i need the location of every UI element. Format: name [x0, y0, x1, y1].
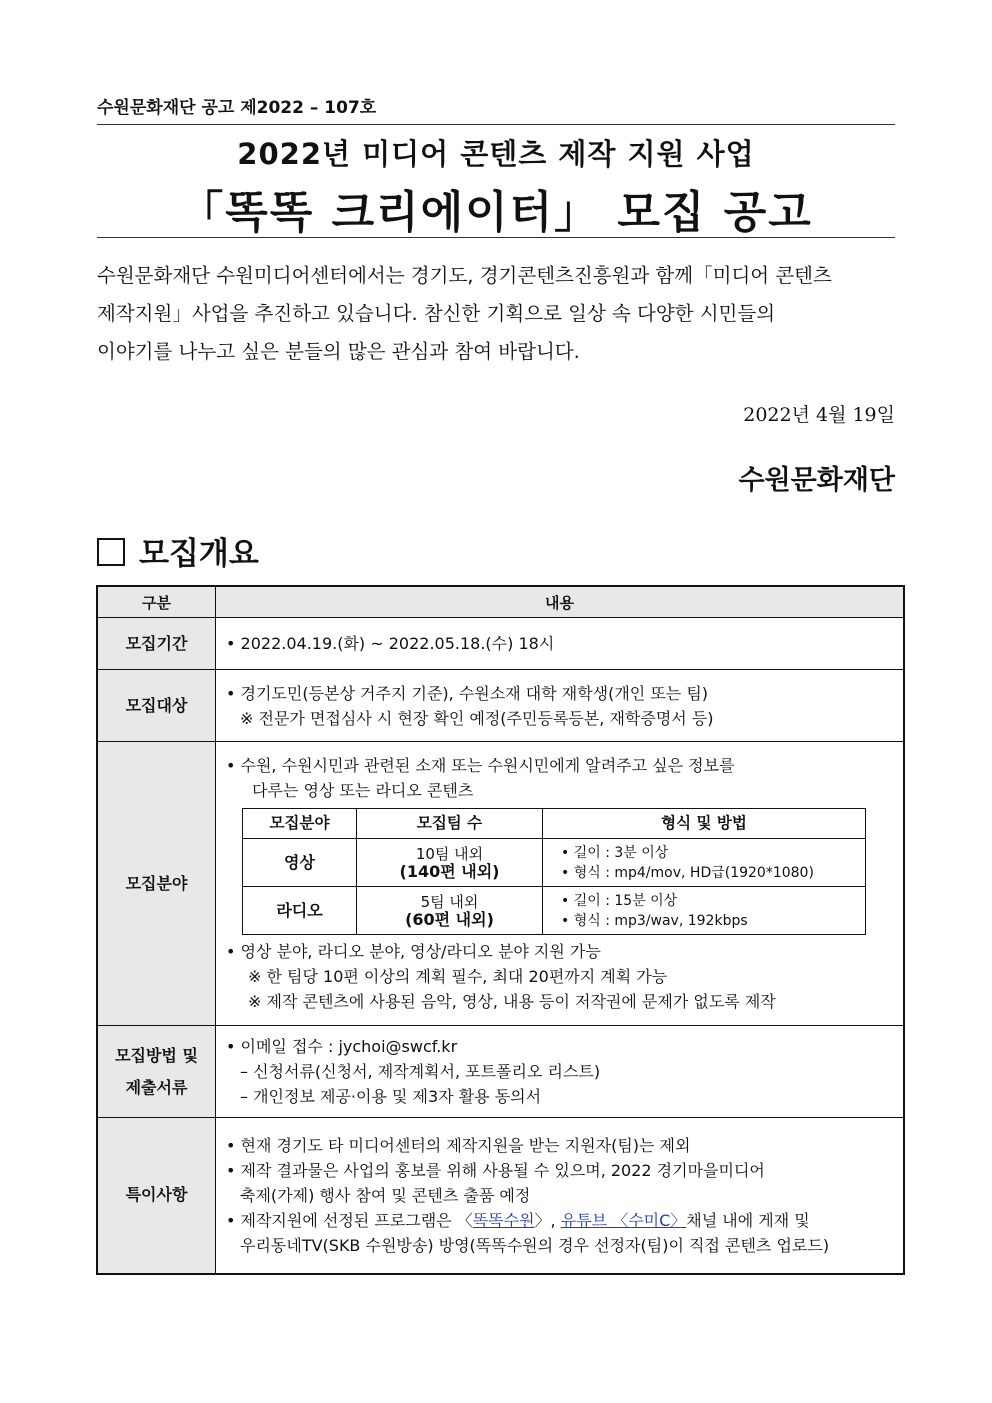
method-doc: – 신청서류(신청서, 제작계획서, 포트폴리오 리스트) — [240, 1062, 601, 1081]
format-length: • 길이 : 3분 이상 — [561, 844, 669, 861]
youtube-sumic-link[interactable]: 유튜브 〈수미C〉 — [560, 1210, 687, 1230]
row-label: 모집기간 — [97, 618, 216, 670]
ddokddok-suwon-link[interactable]: 똑똑수원 — [472, 1210, 535, 1230]
table-header-row — [97, 586, 904, 618]
checkbox-square-icon — [97, 538, 125, 566]
special-line — [226, 1208, 895, 1233]
row-label: 모집분야 — [97, 742, 216, 1026]
table-row-special — [97, 1118, 904, 1274]
format-type: • 형식 : mp4/mov, HD급(1920*1080) — [561, 864, 814, 881]
teams-count: 10팀 내외 — [415, 844, 484, 863]
field-subtable — [242, 808, 866, 935]
special-line: 축제(가제) 행사 참여 및 콘텐츠 출품 예정 — [240, 1185, 531, 1205]
header-category: 구분 — [97, 586, 216, 618]
sub-format — [543, 887, 866, 935]
table-row-method — [97, 1026, 904, 1118]
special-prefix: • 제작지원에 선정된 프로그램은 〈 — [226, 1210, 473, 1230]
special-mid: 〉, — [534, 1210, 561, 1230]
section-heading — [97, 528, 259, 573]
format-type: • 형식 : mp3/wav, 192kbps — [561, 912, 748, 929]
page-title-line1: 2022년 미디어 콘텐츠 제작 지원 사업 — [237, 137, 755, 171]
sub-teams — [357, 887, 543, 935]
special-line: • 현재 경기도 타 미디어센터의 제작지원을 받는 지원자(팀)는 제외 — [226, 1135, 691, 1155]
field-intro-cont: 다루는 영상 또는 라디오 콘텐츠 — [252, 781, 474, 800]
method-doc: – 개인정보 제공·이용 및 제3자 활용 동의서 — [240, 1087, 542, 1106]
field-intro: • 수원, 수원시민과 관련된 소재 또는 수원시민에게 알려주고 싶은 정보를 — [226, 756, 735, 775]
field-note: ※ 제작 콘텐츠에 사용된 음악, 영상, 내용 등이 저작권에 문제가 없도록 제작 — [248, 992, 776, 1011]
sub-header: 형식 및 방법 — [543, 809, 866, 839]
method-email: • 이메일 접수 : jychoi@swcf.kr — [226, 1037, 458, 1056]
field-note: ※ 한 팀당 10편 이상의 계획 필수, 최대 20편까지 계획 가능 — [248, 967, 668, 986]
sub-field: 라디오 — [243, 887, 357, 935]
row-content — [216, 1026, 905, 1118]
subtable-header-row — [243, 809, 866, 839]
row-label: 특이사항 — [97, 1118, 216, 1274]
row-label: 모집대상 — [97, 670, 216, 742]
title-divider — [97, 237, 895, 238]
method-label-line1: 모집방법 및 — [115, 1045, 198, 1065]
episodes-count: (60편 내외) — [405, 909, 494, 929]
table-row-target — [97, 670, 904, 742]
subtable-row — [243, 887, 866, 935]
recruitment-table — [96, 585, 905, 1275]
target-line: • 경기도민(등본상 거주지 기준), 수원소재 대학 재학생(개인 또는 팀) — [226, 683, 709, 703]
special-line: 우리동네TV(SKB 수원방송) 방영(똑똑수원의 경우 선정자(팀)이 직접 콘텐츠 업로드) — [240, 1235, 830, 1255]
sub-header: 모집분야 — [243, 809, 357, 839]
row-content — [216, 670, 905, 742]
sub-header: 모집팀 수 — [357, 809, 543, 839]
notice-date: 2022년 4월 19일 — [743, 404, 895, 426]
subtable-row — [243, 839, 866, 887]
special-line: • 제작 결과물은 사업의 홍보를 위해 사용될 수 있으며, 2022 경기마을미디어 — [226, 1160, 765, 1180]
period-text: • 2022.04.19.(화) ~ 2022.05.18.(수) 18시 — [226, 634, 555, 653]
table-row-period — [97, 618, 904, 670]
row-content — [216, 742, 905, 1026]
table-row-field — [97, 742, 904, 1026]
intro-paragraph — [97, 257, 895, 371]
section-title: 모집개요 — [139, 536, 259, 572]
intro-line: 제작지원」사업을 추진하고 있습니다. 참신한 기획으로 일상 속 다양한 시민들의 — [97, 302, 776, 325]
target-note: ※ 전문가 면접심사 시 현장 확인 예정(주민등록등본, 재학증명서 등) — [240, 708, 714, 728]
episodes-count: (140편 내외) — [399, 861, 500, 881]
intro-line: 수원문화재단 수원미디어센터에서는 경기도, 경기콘텐츠진흥원과 함께「미디어 콘텐츠 — [97, 264, 832, 287]
header-content: 내용 — [216, 586, 905, 618]
notice-number: 수원문화재단 공고 제2022 – 107호 — [97, 98, 377, 118]
teams-count: 5팀 내외 — [420, 892, 479, 911]
page-title-line2: 「똑똑 크리에이터」 모집 공고 — [179, 187, 813, 238]
sub-field: 영상 — [243, 839, 357, 887]
intro-line: 이야기를 나누고 싶은 분들의 많은 관심과 참여 바랍니다. — [97, 340, 580, 363]
row-content — [216, 1118, 905, 1274]
sub-teams — [357, 839, 543, 887]
format-length: • 길이 : 15분 이상 — [561, 892, 678, 909]
top-divider — [97, 124, 895, 125]
special-suffix: 채널 내에 게재 및 — [686, 1210, 810, 1230]
sub-format — [543, 839, 866, 887]
method-label-line2: 제출서류 — [125, 1077, 188, 1097]
field-note: • 영상 분야, 라디오 분야, 영상/라디오 분야 지원 가능 — [226, 942, 601, 961]
row-content — [216, 618, 905, 670]
row-label — [97, 1026, 216, 1118]
organization-name: 수원문화재단 — [738, 465, 895, 496]
